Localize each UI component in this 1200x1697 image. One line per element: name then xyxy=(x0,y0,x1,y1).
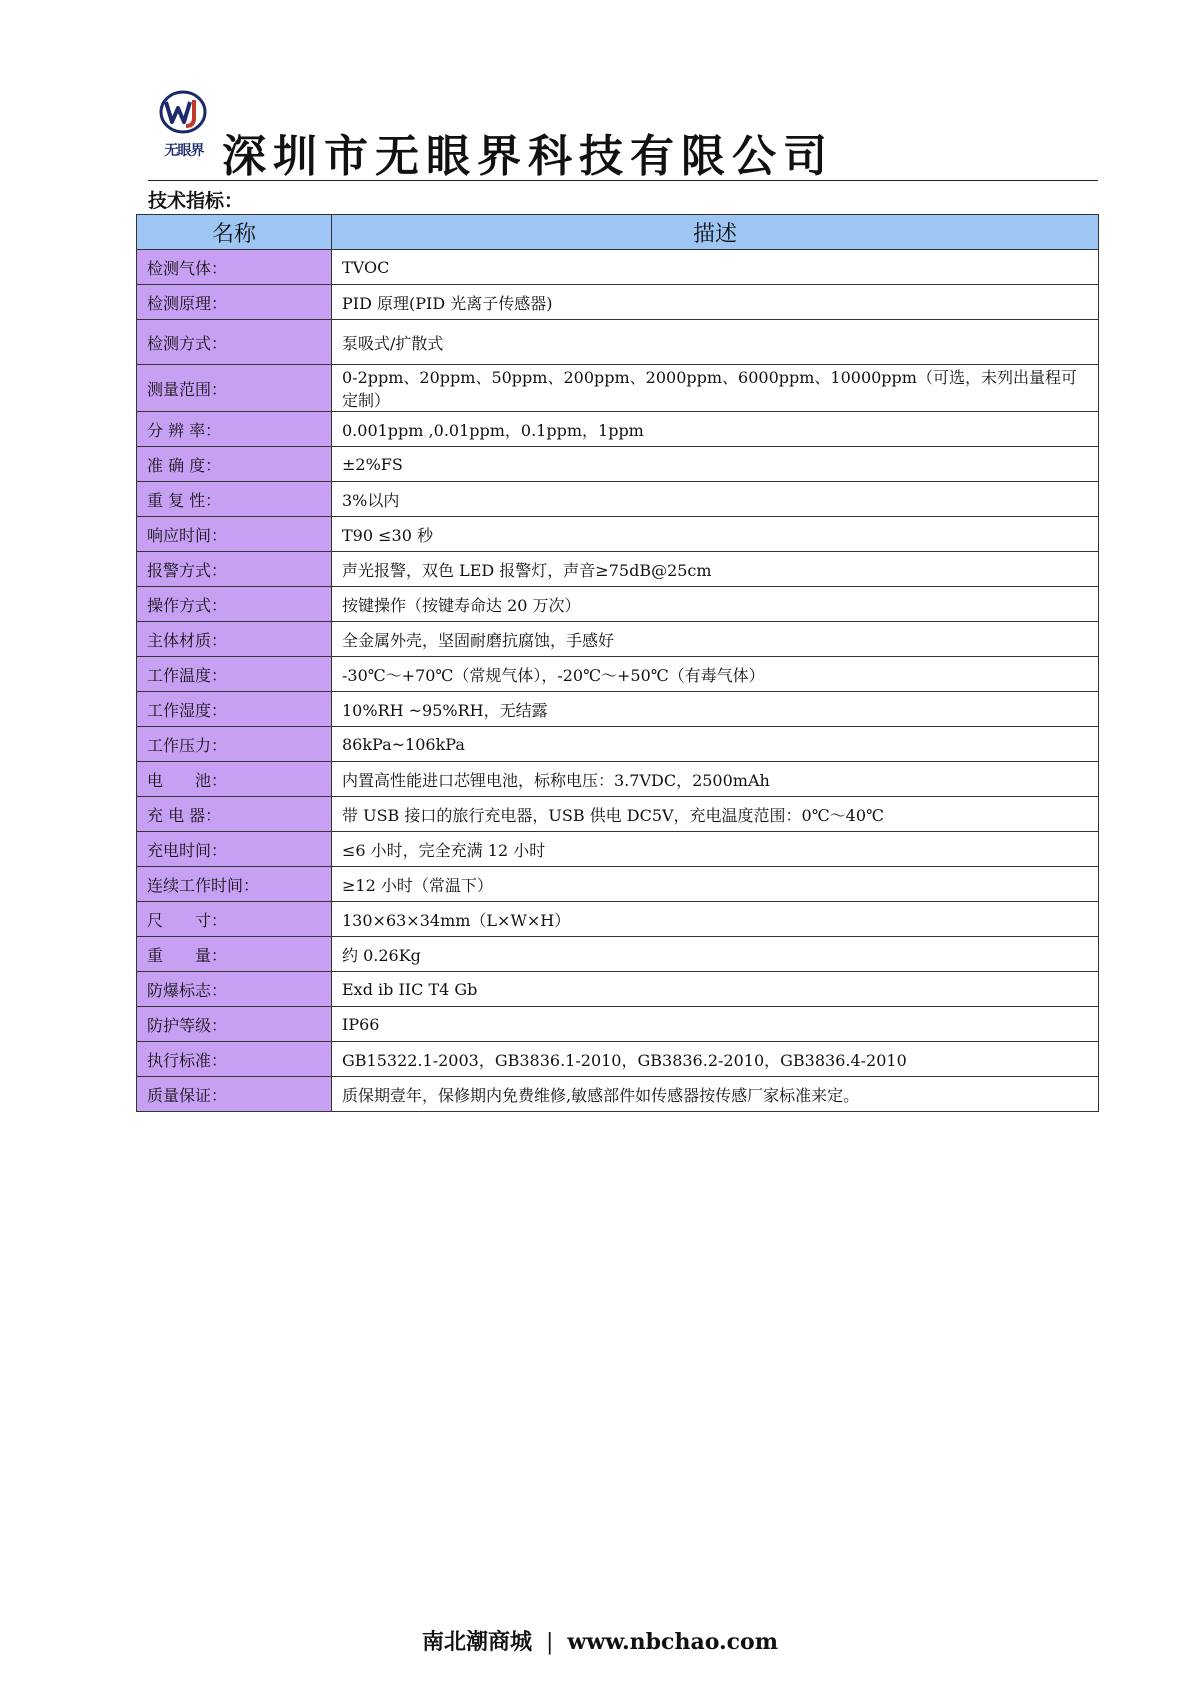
spec-value-cell: 86kPa~106kPa xyxy=(332,727,1099,762)
spec-value-cell: ±2%FS xyxy=(332,447,1099,482)
spec-table xyxy=(136,214,1099,1112)
spec-name-cell: 工作湿度： xyxy=(137,692,332,727)
table-row xyxy=(137,1007,1099,1042)
spec-value-cell: T90 ≤30 秒 xyxy=(332,517,1099,552)
spec-value-cell: 0.001ppm ,0.01ppm，0.1ppm，1ppm xyxy=(332,412,1099,447)
spec-name-cell: 充电时间： xyxy=(137,832,332,867)
table-row xyxy=(137,285,1099,320)
spec-name-cell: 质量保证： xyxy=(137,1077,332,1112)
table-row xyxy=(137,937,1099,972)
spec-value-cell: TVOC xyxy=(332,250,1099,285)
spec-table-body xyxy=(137,250,1099,1112)
footer-separator: | xyxy=(546,1630,554,1655)
spec-value-cell: PID 原理(PID 光离子传感器) xyxy=(332,285,1099,320)
spec-value-cell: ≥12 小时（常温下） xyxy=(332,867,1099,902)
section-title: 技术指标： xyxy=(148,190,244,212)
spec-name-cell: 尺 寸： xyxy=(137,902,332,937)
table-row xyxy=(137,587,1099,622)
spec-name-cell: 测量范围： xyxy=(137,365,332,412)
spec-name-cell: 重 复 性： xyxy=(137,482,332,517)
spec-value-cell: IP66 xyxy=(332,1007,1099,1042)
table-row xyxy=(137,447,1099,482)
spec-value-cell: 质保期壹年，保修期内免费维修,敏感部件如传感器按传感厂家标准来定。 xyxy=(332,1077,1099,1112)
spec-value-cell: 10%RH ~95%RH，无结露 xyxy=(332,692,1099,727)
spec-value-cell: 约 0.26Kg xyxy=(332,937,1099,972)
table-row xyxy=(137,1042,1099,1077)
table-row xyxy=(137,797,1099,832)
spec-name-cell: 防爆标志： xyxy=(137,972,332,1007)
spec-value-cell: Exd ib IIC T4 Gb xyxy=(332,972,1099,1007)
spec-name-cell: 电 池： xyxy=(137,762,332,797)
spec-value-cell: 按键操作（按键寿命达 20 万次） xyxy=(332,587,1099,622)
logo-text: 无眼界 xyxy=(164,143,204,159)
spec-name-cell: 响应时间： xyxy=(137,517,332,552)
spec-value-cell: 内置高性能进口芯锂电池，标称电压：3.7VDC，2500mAh xyxy=(332,762,1099,797)
spec-name-cell: 充 电 器： xyxy=(137,797,332,832)
spec-name-cell: 检测方式： xyxy=(137,320,332,365)
spec-name-cell: 主体材质： xyxy=(137,622,332,657)
spec-value-cell: 全金属外壳，坚固耐磨抗腐蚀，手感好 xyxy=(332,622,1099,657)
table-row xyxy=(137,727,1099,762)
table-row xyxy=(137,517,1099,552)
spec-name-cell: 检测原理： xyxy=(137,285,332,320)
spec-value-cell: 0-2ppm、20ppm、50ppm、200ppm、2000ppm、6000ppm、10000ppm（可选，未列出量程可定制） xyxy=(332,365,1099,412)
table-row xyxy=(137,622,1099,657)
table-row xyxy=(137,482,1099,517)
spec-value-cell: -30℃～+70℃（常规气体），-20℃～+50℃（有毒气体） xyxy=(332,657,1099,692)
company-name: 深圳市无眼界科技有限公司 xyxy=(222,131,834,182)
spec-name-cell: 分 辨 率： xyxy=(137,412,332,447)
spec-name-cell: 工作压力： xyxy=(137,727,332,762)
spec-name-cell: 执行标准： xyxy=(137,1042,332,1077)
spec-value-cell: 带 USB 接口的旅行充电器，USB 供电 DC5V，充电温度范围：0℃～40℃ xyxy=(332,797,1099,832)
spec-name-cell: 检测气体： xyxy=(137,250,332,285)
header-rule xyxy=(148,180,1098,181)
column-header-name: 名称 xyxy=(137,215,332,250)
table-row xyxy=(137,1077,1099,1112)
table-row xyxy=(137,972,1099,1007)
spec-name-cell: 连续工作时间： xyxy=(137,867,332,902)
table-row xyxy=(137,762,1099,797)
table-row xyxy=(137,692,1099,727)
page-header xyxy=(148,86,1098,182)
table-row xyxy=(137,412,1099,447)
table-row xyxy=(137,320,1099,365)
spec-value-cell: 130×63×34mm（L×W×H） xyxy=(332,902,1099,937)
spec-name-cell: 工作温度： xyxy=(137,657,332,692)
spec-name-cell: 报警方式： xyxy=(137,552,332,587)
table-row xyxy=(137,832,1099,867)
table-row xyxy=(137,552,1099,587)
spec-value-cell: ≤6 小时，完全充满 12 小时 xyxy=(332,832,1099,867)
spec-table-header xyxy=(137,215,1099,250)
column-header-description: 描述 xyxy=(332,215,1099,250)
spec-value-cell: 3%以内 xyxy=(332,482,1099,517)
spec-name-cell: 防护等级： xyxy=(137,1007,332,1042)
table-row xyxy=(137,867,1099,902)
footer-site-name: 南北潮商城 xyxy=(421,1629,532,1655)
table-row xyxy=(137,250,1099,285)
spec-name-cell: 重 量： xyxy=(137,937,332,972)
footer-url: www.nbchao.com xyxy=(567,1629,779,1655)
spec-value-cell: GB15322.1-2003，GB3836.1-2010，GB3836.2-2010，GB3836.4-2010 xyxy=(332,1042,1099,1077)
table-row xyxy=(137,365,1099,412)
spec-value-cell: 声光报警，双色 LED 报警灯，声音≥75dB@25cm xyxy=(332,552,1099,587)
table-row xyxy=(137,657,1099,692)
spec-name-cell: 准 确 度： xyxy=(137,447,332,482)
spec-name-cell: 操作方式： xyxy=(137,587,332,622)
spec-value-cell: 泵吸式/扩散式 xyxy=(332,320,1099,365)
page-footer xyxy=(0,1625,1200,1656)
table-row xyxy=(137,902,1099,937)
